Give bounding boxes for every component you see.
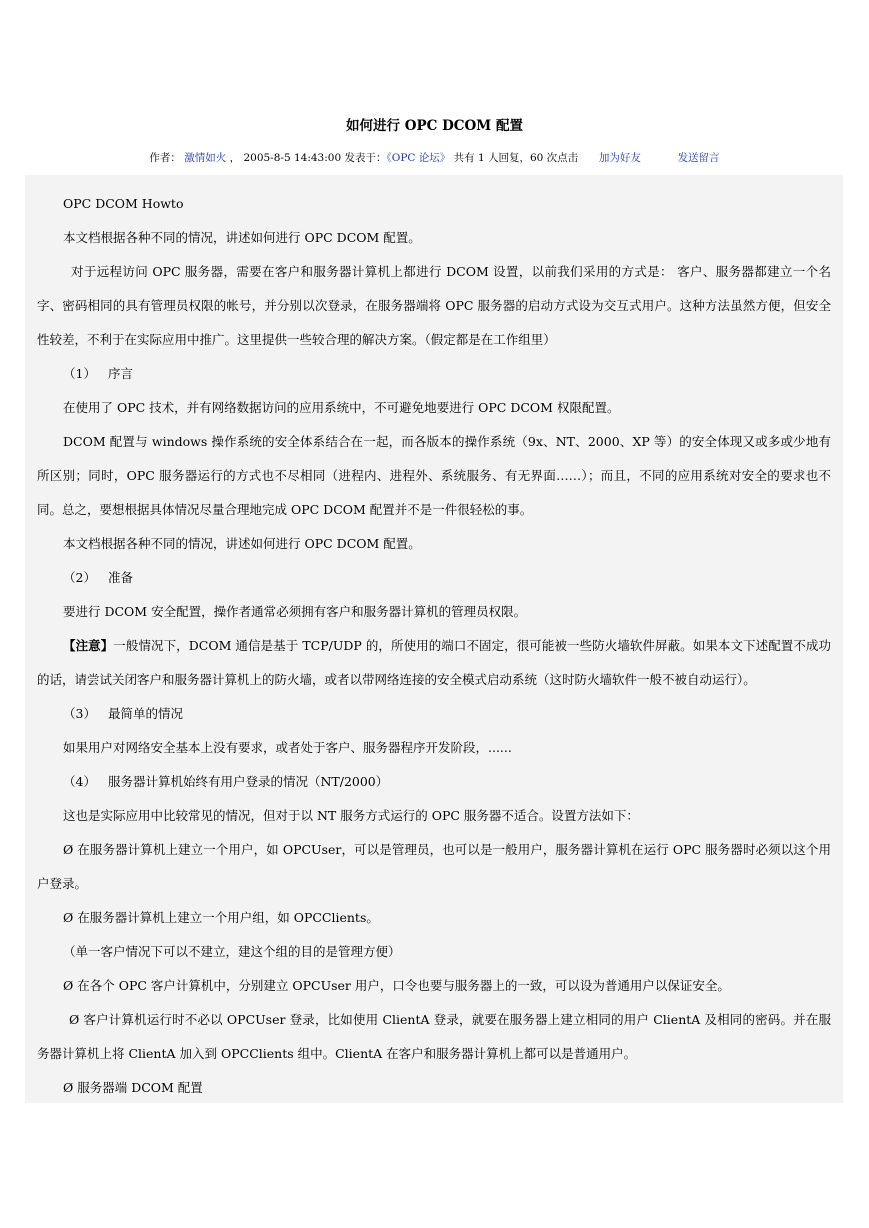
paragraph: 在使用了 OPC 技术，并有网络数据访问的应用系统中，不可避免地要进行 OPC DCOM 权限配置。 xyxy=(63,400,620,415)
section-number: （4） xyxy=(63,774,96,789)
post-stats: 共有 1 人回复，60 次点击 xyxy=(453,152,579,164)
section-title: 准备 xyxy=(107,570,133,585)
meta-separator: ， xyxy=(229,152,241,164)
paragraph: 本文档根据各种不同的情况，讲述如何进行 OPC DCOM 配置。 xyxy=(63,536,421,551)
section-number: （1） xyxy=(63,366,96,381)
paragraph: 要进行 DCOM 安全配置，操作者通常必须拥有客户和服务器计算机的管理员权限。 xyxy=(63,604,527,619)
article-body xyxy=(25,175,843,1103)
send-message-link[interactable]: 发送留言 xyxy=(677,152,720,164)
section-heading xyxy=(37,357,831,391)
section-heading xyxy=(37,561,831,595)
section-heading xyxy=(37,697,831,731)
paragraph: DCOM 配置与 windows 操作系统的安全体系结合在一起，而各版本的操作系统（9x、NT、2000、XP 等）的安全体现又或多或少地有所区别；同时，OPC 服务器运行的方式也不尽相同（进程内、进程外、系统服务、有无界面……）；而且，不同的应用系统对安全的要求也不同。总之，要想根据具体情况尽量合理地完成 OPC DCOM 配置并不是一件很轻松的事。 xyxy=(37,434,831,517)
paragraph: OPC DCOM Howto xyxy=(63,196,184,211)
paragraph: Ø 在各个 OPC 客户计算机中，分别建立 OPCUser 用户，口令也要与服务器上的一致，可以设为普通用户以保证安全。 xyxy=(63,978,730,993)
paragraph: Ø 在服务器计算机上建立一个用户，如 OPCUser，可以是管理员，也可以是一般用户，服务器计算机在运行 OPC 服务器时必须以这个用户登录。 xyxy=(37,842,831,891)
note-text: 一般情况下，DCOM 通信是基于 TCP/UDP 的，所使用的端口不固定，很可能被一些防火墙软件屏蔽。如果本文下述配置不成功的话，请尝试关闭客户和服务器计算机上的防火墙，或者以带网络连接的安全模式启动系统（这时防火墙软件一般不被自动运行）。 xyxy=(37,638,831,687)
section-heading xyxy=(37,765,831,799)
section-title: 服务器计算机始终有用户登录的情况（NT/2000） xyxy=(107,774,389,789)
note-label: 【注意】 xyxy=(63,638,114,653)
section-number: （2） xyxy=(63,570,96,585)
author-label: 作者： xyxy=(149,152,181,164)
author-link[interactable]: 激情如火 xyxy=(184,152,227,164)
post-datetime: 2005-8-5 14:43:00 xyxy=(243,152,342,164)
paragraph: Ø 客户计算机运行时不必以 OPCUser 登录，比如使用 ClientA 登录，就要在服务器上建立相同的用户 ClientA 及相同的密码。并在服务器计算机上将 ClientA 加入到 OPCClients 组中。ClientA 在客户和服务器计算机上都可以是普通用户。 xyxy=(37,1012,831,1061)
forum-link[interactable]: 《OPC 论坛》 xyxy=(386,152,451,164)
add-friend-link[interactable]: 加为好友 xyxy=(598,152,641,164)
paragraph: 本文档根据各种不同的情况，讲述如何进行 OPC DCOM 配置。 xyxy=(63,230,421,245)
section-number: （3） xyxy=(63,706,96,721)
posted-label: 发表于： xyxy=(344,152,387,164)
paragraph: 对于远程访问 OPC 服务器，需要在客户和服务器计算机上都进行 DCOM 设置，以前我们采用的方式是： 客户、服务器都建立一个名字、密码相同的具有管理员权限的帐号，并分别以次登录，在服务器端将 OPC 服务器的启动方式设为交互式用户。这种方法虽然方便，但安全性较差，不利于在实际应用中推广。这里提供一些较合理的解决方案。（假定都是在工作组里） xyxy=(37,264,831,347)
section-title: 最简单的情况 xyxy=(107,706,183,721)
section-title: 序言 xyxy=(107,366,133,381)
paragraph: Ø 在服务器计算机上建立一个用户组，如 OPCClients。 xyxy=(63,910,379,925)
paragraph: 这也是实际应用中比较常见的情况，但对于以 NT 服务方式运行的 OPC 服务器不适合。设置方法如下： xyxy=(63,808,639,823)
paragraph: 如果用户对网络安全基本上没有要求，或者处于客户、服务器程序开发阶段，...... xyxy=(63,740,512,755)
post-meta xyxy=(0,150,869,165)
page-title: 如何进行 OPC DCOM 配置 xyxy=(346,118,523,134)
paragraph xyxy=(37,629,831,697)
paragraph: Ø 服务器端 DCOM 配置 xyxy=(63,1080,203,1095)
paragraph: （单一客户情况下可以不建立，建这个组的目的是管理方便） xyxy=(63,944,401,959)
